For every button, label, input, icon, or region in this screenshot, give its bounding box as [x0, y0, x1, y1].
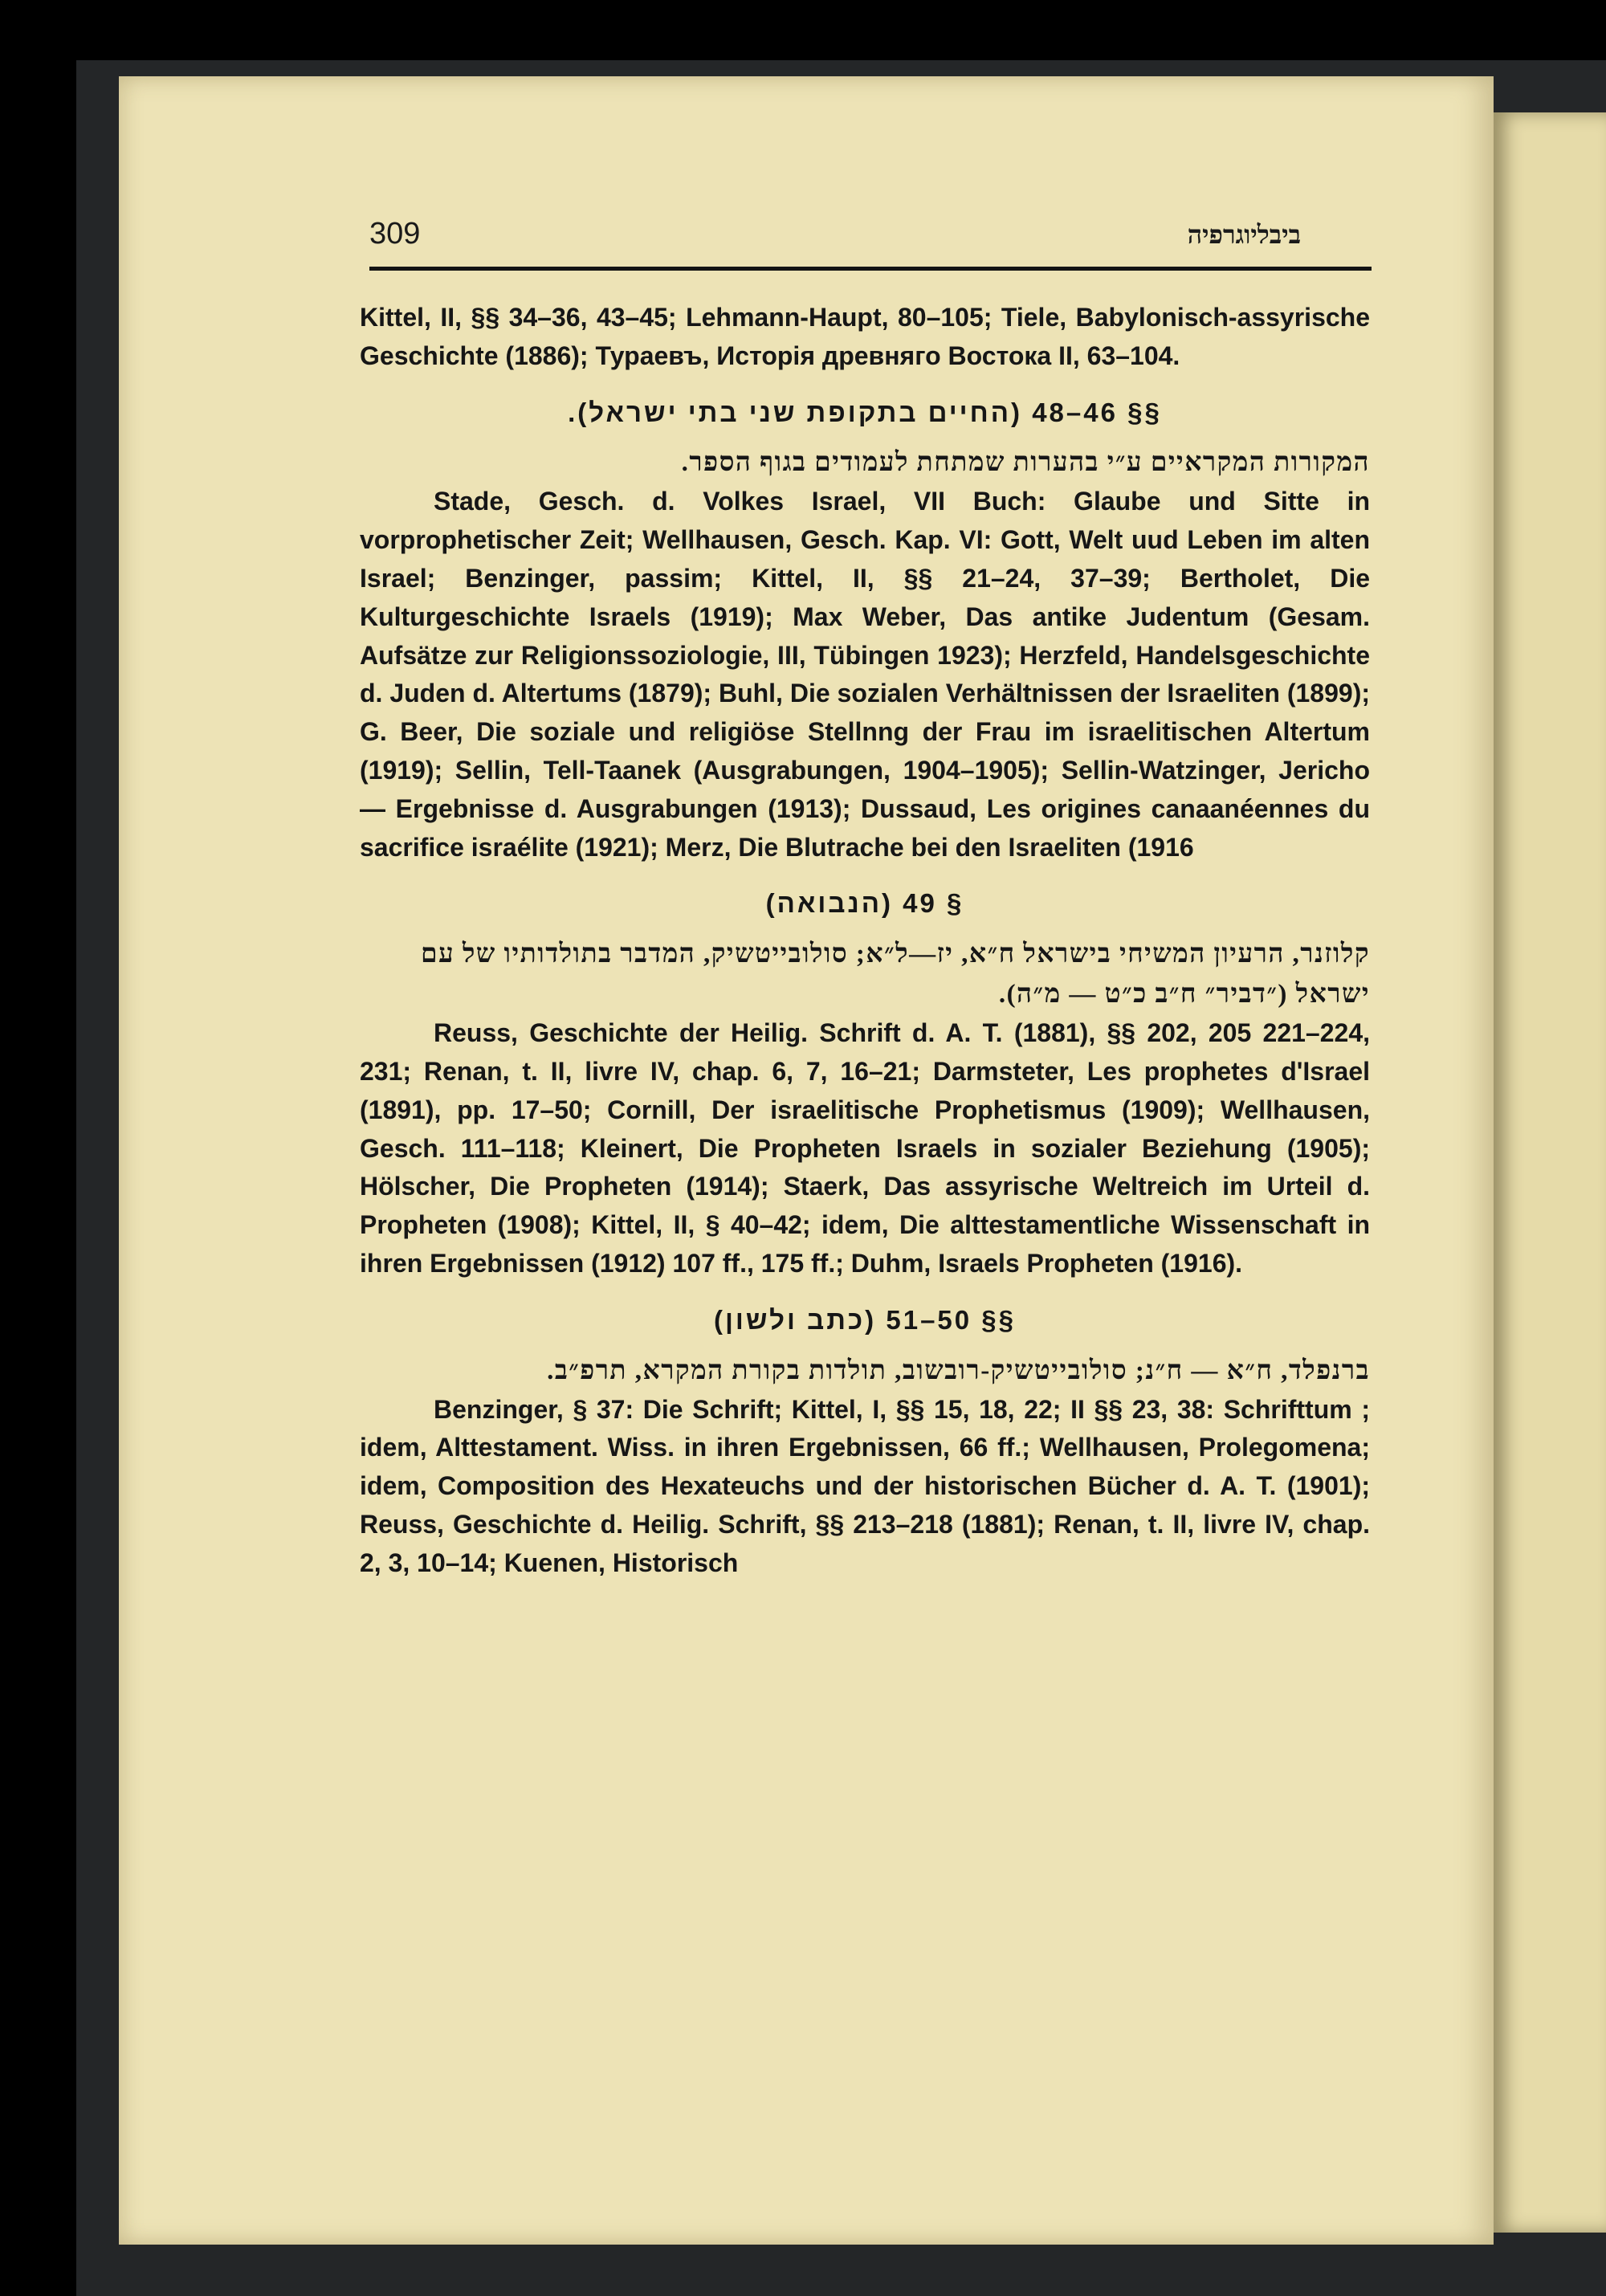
bibliography-paragraph: Kittel, II, §§ 34–36, 43–45; Lehmann-Haupt, 80–105; Tiele, Babylonisch-assyrische Geschichte (1886); Тураевъ, Исторія древняго Востока II, 63–104.: [360, 303, 1370, 370]
running-head: ביבליוגרפיה: [1187, 220, 1301, 249]
section-heading: §§ 46–48 (החיים בתקופת שני בתי ישראל).: [568, 397, 1162, 427]
facing-page-edge: [1494, 112, 1606, 2233]
section-heading: §§ 50–51 (כתב ולשון): [713, 1304, 1017, 1335]
section-heading: § 49 (הנבואה): [765, 888, 964, 919]
header-rule: [369, 267, 1372, 271]
hebrew-source-note: קלוזנר, הרעיון המשיחי בישראל ח״א, יז—ל״א; סולובייטשיק, המדבר בתולדותיו של עם ישראל (״דביר״ ח״ב כ״ט — מ״ה).: [420, 940, 1370, 1009]
hebrew-source-note: המקורות המקראיים ע״י בהערות שמתחת לעמודים בגוף הספר.: [681, 448, 1370, 478]
page-number: 309: [369, 217, 421, 251]
hebrew-source-note: ברנפלד, ח״א — ח״נ; סולובייטשיק-רובשוב, תולדות בקורת המקרא, תרפ״ב.: [547, 1356, 1370, 1385]
bibliography-paragraph: Benzinger, § 37: Die Schrift; Kittel, I, §§ 15, 18, 22; II §§ 23, 38: Schrifttum ; idem, Alttestament. Wiss. in ihren Ergebnissen, 66 ff.; Wellhausen, Prolegomena; idem, Composition des Hexateuchs und der historischen Bücher d. A. T. (1901); Reuss, Geschichte d. Heilig. Schrift, §§ 213–218 (1881); Renan, t. II, livre IV, chap. 2, 3, 10–14; Kuenen, Historisch: [360, 1394, 1370, 1577]
bibliography-paragraph: Reuss, Geschichte der Heilig. Schrift d. A. T. (1881), §§ 202, 205 221–224, 231; Renan, t. II, livre IV, chap. 6, 7, 16–21; Darmsteter, Les prophetes d'Israel (1891), pp. 17–50; Cornill, Der israelitische Prophetismus (1909); Wellhausen, Gesch. 111–118; Kleinert, Die Propheten Israels in sozialer Beziehung (1905); Hölscher, Die Propheten (1914); Staerk, Das assyrische Weltreich im Urteil d. Propheten (1908); Kittel, II, § 40–42; idem, Die alttestamentliche Wissenschaft in ihren Ergebnissen (1912) 107 ff., 175 ff.; Duhm, Israels Propheten (1916).: [360, 1018, 1370, 1278]
page-body: [360, 299, 1370, 1583]
page-header: [369, 217, 1373, 265]
bibliography-paragraph: Stade, Gesch. d. Volkes Israel, VII Buch: Glaube und Sitte in vorprophetischer Zeit; Wellhausen, Gesch. Kap. VI: Gott, Welt uud Leben im alten Israel; Benzinger, passim; Kittel, II, §§ 21–24, 37–39; Bertholet, Die Kulturgeschichte Israels (1919); Max Weber, Das antike Judentum (Gesam. Aufsätze zur Religionssoziologie, III, Tübingen 1923); Herzfeld, Handelsgeschichte d. Juden d. Altertums (1879); Buhl, Die sozialen Verhältnissen der Israeliten (1899); G. Beer, Die soziale und religiöse Stellnng der Frau im israelitischen Altertum (1919); Sellin, Tell-Taanek (Ausgrabungen, 1904–1905); Sellin-Watzinger, Jericho — Ergebnisse d. Ausgrabungen (1913); Dussaud, Les origines canaanéennes du sacrifice israélite (1921); Merz, Die Blutrache bei den Israeliten (1916: [360, 487, 1370, 862]
